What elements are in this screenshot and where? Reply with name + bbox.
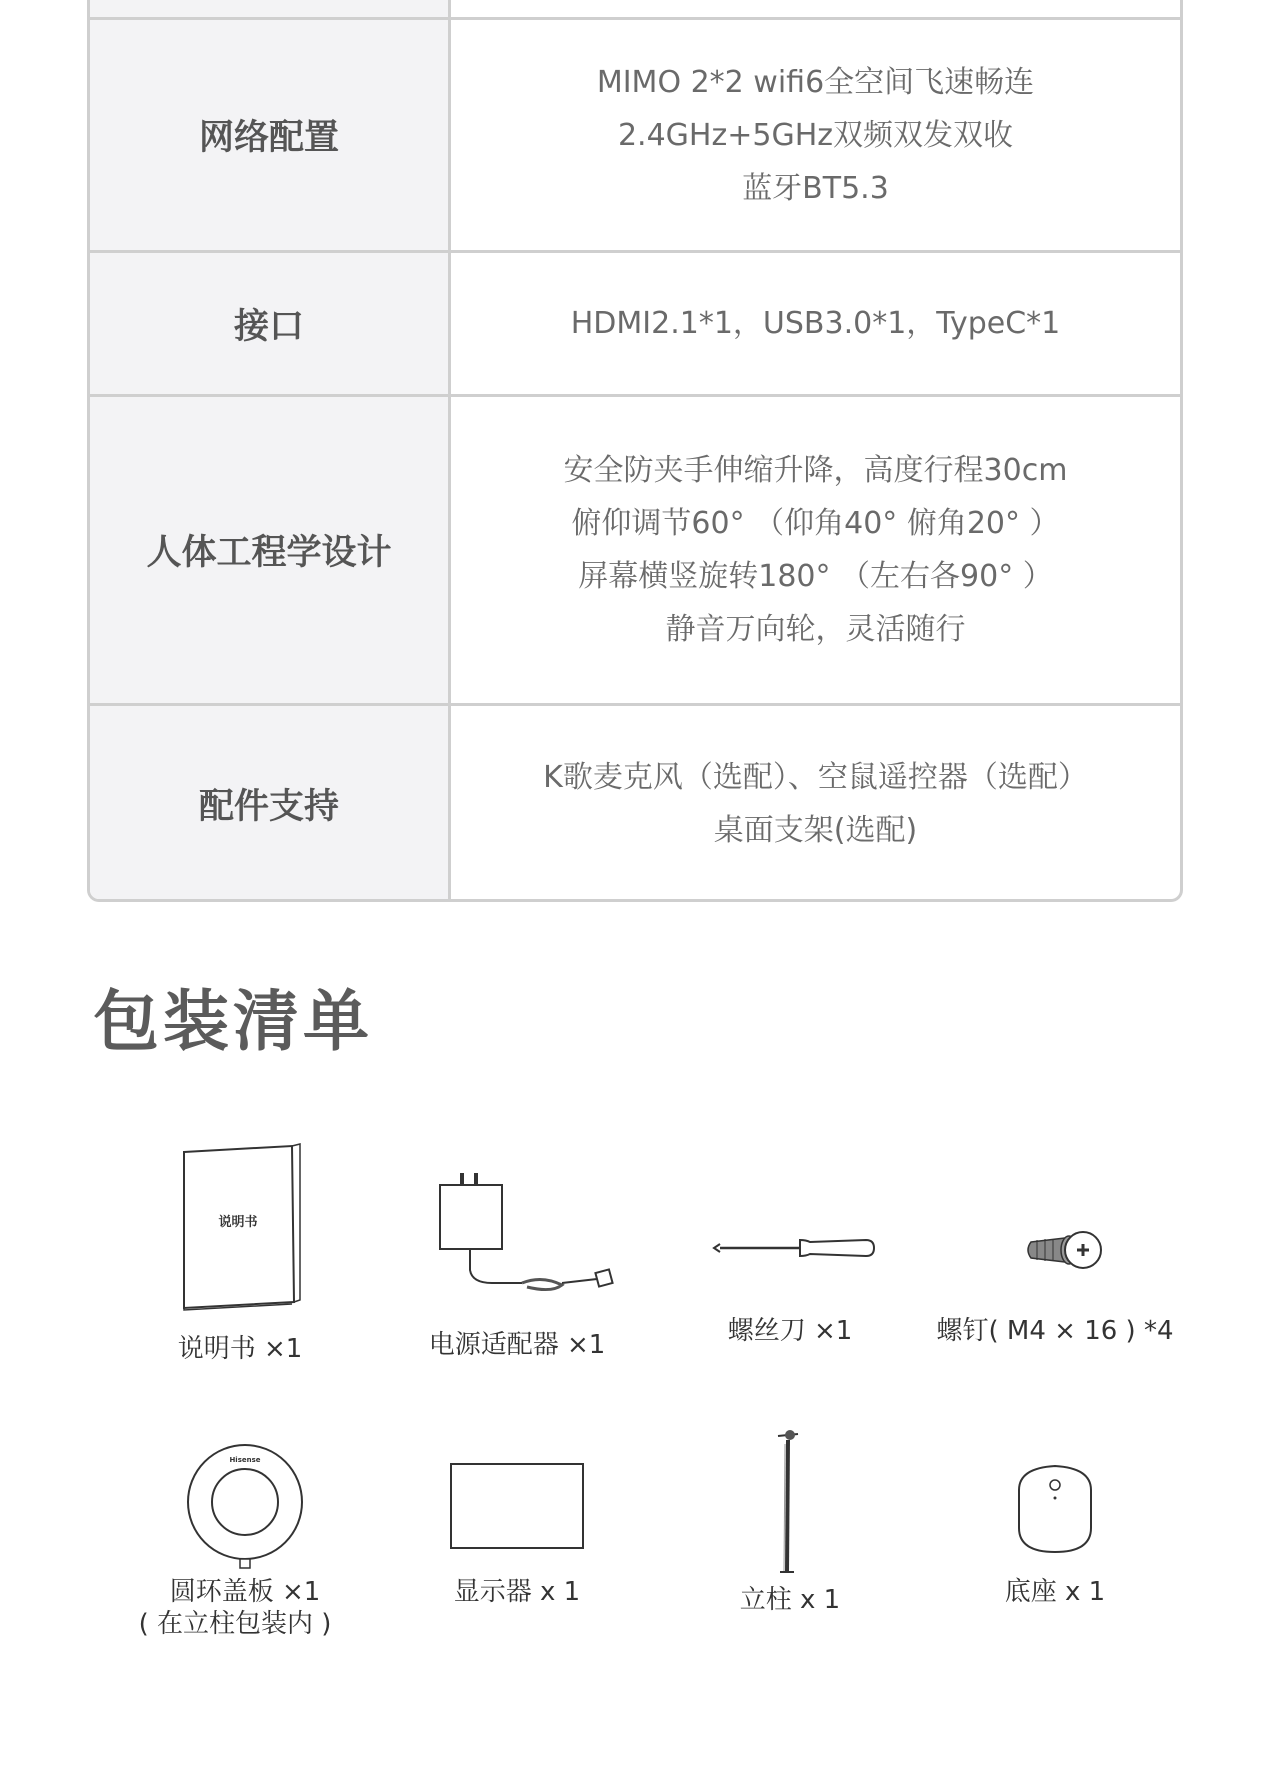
package-item-ring-cover bbox=[100, 1440, 390, 1640]
spec-line: HDMI2.1*1，USB3.0*1，TypeC*1 bbox=[570, 306, 1061, 341]
item-label: 底座 x 1 bbox=[1004, 1577, 1106, 1607]
manual-cover-text: 说明书 bbox=[218, 1215, 258, 1230]
spec-line: 静音万向轮，灵活随行 bbox=[665, 612, 966, 647]
spec-label-interface: 接口 bbox=[90, 253, 451, 394]
spec-row-accessories bbox=[90, 703, 1180, 902]
spec-label-network: 网络配置 bbox=[90, 20, 451, 250]
package-item-base bbox=[910, 1440, 1200, 1608]
package-item-screw bbox=[910, 1200, 1200, 1347]
pillar-icon bbox=[690, 1422, 890, 1582]
screw-icon bbox=[955, 1200, 1155, 1315]
ring-cover-icon bbox=[145, 1440, 345, 1570]
item-label: 圆环盖板 ×1 bbox=[169, 1577, 321, 1607]
power-adapter-icon bbox=[412, 1155, 622, 1315]
spec-line: 桌面支架(选配) bbox=[713, 813, 918, 848]
ring-cover-logo-text: Hisense bbox=[229, 1456, 261, 1464]
item-label: 说明书 ×1 bbox=[177, 1334, 303, 1364]
spec-row-ergonomics bbox=[90, 394, 1180, 703]
spec-table bbox=[87, 0, 1183, 902]
spec-line: 俯仰调节60° （仰角40° 俯角20° ） bbox=[571, 506, 1060, 541]
spec-label-ergonomics: 人体工程学设计 bbox=[90, 397, 451, 703]
spec-value-network bbox=[451, 20, 1180, 250]
spec-value-ergonomics bbox=[451, 397, 1180, 703]
spec-value-accessories bbox=[451, 706, 1180, 902]
manual-icon bbox=[170, 1140, 310, 1315]
spec-row-interface bbox=[90, 250, 1180, 394]
item-label: 显示器 x 1 bbox=[453, 1577, 581, 1607]
package-item-display bbox=[372, 1440, 662, 1608]
base-icon bbox=[955, 1440, 1155, 1570]
item-label: 立柱 x 1 bbox=[739, 1585, 841, 1615]
spec-line: 2.4GHz+5GHz双频双发双收 bbox=[617, 117, 1014, 153]
spec-row-network bbox=[90, 17, 1180, 250]
spec-line: 蓝牙BT5.3 bbox=[742, 170, 889, 206]
package-item-pillar bbox=[645, 1422, 935, 1616]
item-label: 螺钉( M4 × 16 ) *4 bbox=[936, 1316, 1174, 1346]
spec-value-interface bbox=[451, 253, 1180, 394]
package-item-screwdriver bbox=[645, 1200, 935, 1347]
spec-line: 屏幕横竖旋转180° （左右各90° ） bbox=[578, 559, 1053, 594]
spec-line: 安全防夹手伸缩升降，高度行程30cm bbox=[563, 453, 1068, 488]
item-label: 螺丝刀 ×1 bbox=[727, 1316, 853, 1346]
spec-line: MIMO 2*2 wifi6全空间飞速畅连 bbox=[596, 64, 1035, 100]
package-item-manual bbox=[95, 1140, 385, 1365]
display-icon bbox=[417, 1440, 617, 1570]
item-label-note: ( 在立柱包装内 ) bbox=[138, 1609, 332, 1639]
spec-label-accessories: 配件支持 bbox=[90, 706, 451, 902]
screwdriver-icon bbox=[690, 1200, 890, 1315]
item-label: 电源适配器 ×1 bbox=[428, 1330, 606, 1360]
spec-line: K歌麦克风（选配）、空鼠遥控器（选配） bbox=[543, 760, 1088, 795]
package-item-power-adapter bbox=[372, 1155, 662, 1361]
package-list-title: 包装清单 bbox=[93, 983, 373, 1060]
